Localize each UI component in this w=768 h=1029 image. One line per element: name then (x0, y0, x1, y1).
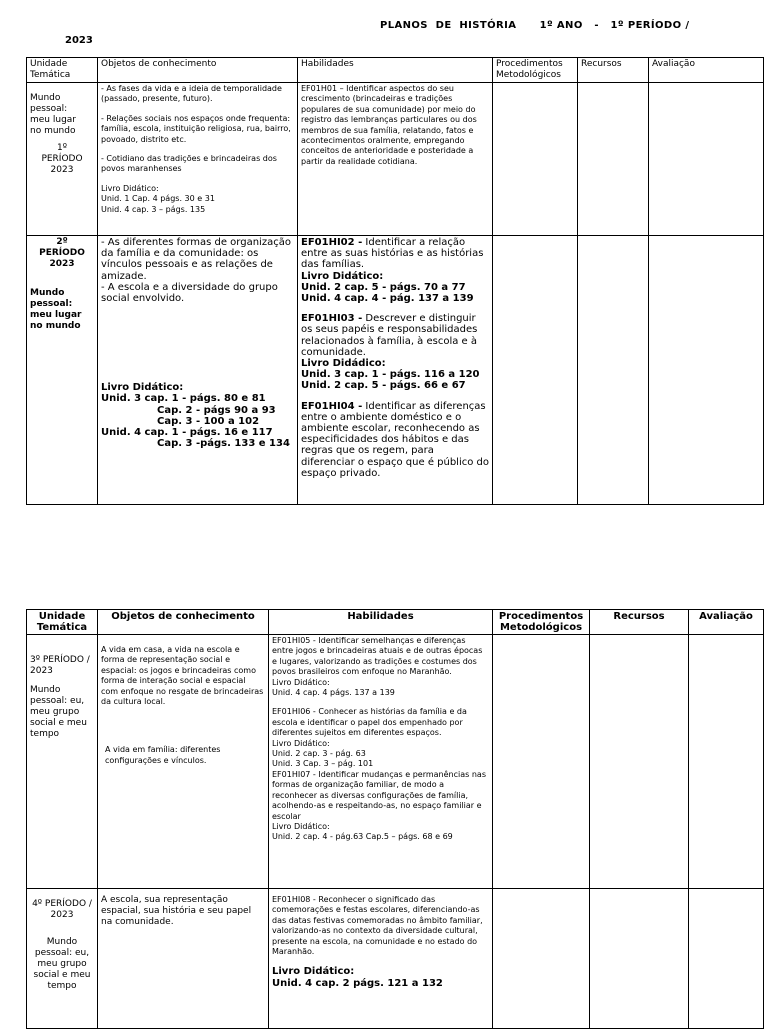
header-skills: Habilidades (269, 610, 493, 635)
skill-text: EF01HI05 - Identificar semelhanças e diferenças entre jogos e brincadeiras atuais e de outras épocas e lugares, valorizando as tradições e costumes dos povos brasileiros com enfoque no Maranhão. (272, 636, 483, 677)
unit-line: Mundo (46, 937, 78, 947)
unit-cell (27, 889, 98, 1029)
unit-line: pessoal: eu, (30, 696, 85, 706)
skill-text: EF01HI08 - Reconhecer o significado das comemorações e festas escolares, diferenciando-as das datas festivas comemoradas no âmbito familiar, valorizando-as no contexto da diversidade cultural, presente na escola, na comunidade e no estado do Maranhão. (272, 895, 483, 957)
header-unit: Unidade Temática (27, 610, 98, 635)
book-line: Unid. 4 cap. 1 - págs. 16 e 117 (101, 427, 273, 439)
header-evaluation: Avaliação (689, 610, 764, 635)
plan-table-1 (26, 57, 764, 505)
object-item: - A escola e a diversidade do grupo social envolvido. (101, 281, 278, 305)
book-label: Livro Didático: (272, 677, 330, 687)
header-skills: Habilidades (298, 58, 493, 83)
book-label: Livro Didático: (272, 966, 355, 978)
skills-cell (269, 635, 493, 889)
unit-line: pessoal: (30, 299, 73, 309)
procedures-cell (493, 635, 590, 889)
unit-line: tempo (47, 981, 77, 991)
skills-cell (298, 83, 493, 236)
header-objects: Objetos de conhecimento (98, 610, 269, 635)
resources-cell (590, 635, 689, 889)
book-line: Unid. 2 cap. 4 - pág.63 Cap.5 – págs. 68 e 69 (272, 832, 453, 842)
object-item: A vida em família: diferentes configurações e vínculos. (105, 745, 221, 765)
object-item: A escola, sua representação espacial, sua história e seu papel na comunidade. (101, 895, 252, 927)
book-line: Unid. 3 cap. 1 - págs. 80 e 81 (101, 393, 266, 405)
book-line: Unid. 1 Cap. 4 págs. 30 e 31 (101, 194, 215, 204)
header-resources: Recursos (578, 58, 649, 83)
resources-cell (578, 83, 649, 236)
unit-line: meu lugar (30, 115, 77, 125)
book-line: Cap. 3 - 100 a 102 (157, 415, 260, 427)
unit-line: social e meu (30, 718, 87, 728)
book-label: Livro Didático: (272, 821, 330, 831)
unit-line: tempo (30, 729, 60, 739)
unit-line: Mundo (30, 288, 65, 298)
unit-line: no mundo (30, 321, 81, 331)
book-line: Unid. 2 cap. 3 - pág. 63 (272, 749, 366, 759)
evaluation-cell (689, 635, 764, 889)
header-evaluation: Avaliação (649, 58, 764, 83)
resources-cell (590, 889, 689, 1029)
header-procedures: Procedimentos Metodológicos (493, 58, 578, 83)
book-label: Livro Didático: (101, 382, 184, 394)
period-number: 2º (56, 237, 68, 247)
unit-cell (27, 236, 98, 505)
book-label: Livro Didádico: (301, 358, 386, 370)
object-item: A vida em casa, a vida na escola e forma de representação social e espacial: os jogos e brincadeiras como forma de interação social e espacial com enfoque no resgate de brincadeiras da cultura local. (101, 645, 264, 707)
book-line: Unid. 3 Cap. 3 – pág. 101 (272, 759, 374, 769)
header-resources: Recursos (590, 610, 689, 635)
skill-text: Descrever e distinguir os seus papéis e responsabilidades relacionados à família, à escola e à comunidade. (301, 313, 478, 358)
object-item: - As fases da vida e a ideia de temporalidade (passado, presente, futuro). (101, 84, 282, 104)
resources-cell (578, 236, 649, 505)
header-unit: Unidade Temática (27, 58, 98, 83)
period-year: 2023 (50, 165, 74, 175)
period-label: PERÍODO (39, 248, 85, 258)
book-line: Unid. 2 cap. 5 - págs. 70 a 77 (301, 281, 466, 293)
book-line: Unid. 4 cap. 4 págs. 137 a 139 (272, 688, 395, 698)
objects-cell (98, 83, 298, 236)
unit-line: meu lugar (30, 310, 82, 320)
unit-line: Mundo (30, 93, 61, 103)
plan-table-2 (26, 609, 764, 1029)
procedures-cell (493, 83, 578, 236)
unit-line: meu grupo (37, 959, 87, 969)
book-line: Unid. 4 cap. 4 - pág. 137 a 139 (301, 293, 474, 305)
document-year: 2023 (65, 35, 93, 46)
object-item: - Cotidiano das tradições e brincadeiras dos povos maranhenses (101, 154, 277, 174)
header-procedures: Procedimentos Metodológicos (493, 610, 590, 635)
table-row (27, 83, 764, 236)
skill-code: EF01HI02 - (301, 237, 363, 248)
unit-cell (27, 83, 98, 236)
skill-text: Identificar as diferenças entre o ambiente doméstico e o ambiente escolar, reconhecendo as especificidades dos hábitos e das regras que os regem, para diferenciar o espaço que é público do espaço privado. (301, 400, 490, 479)
table-row (27, 889, 764, 1029)
object-item: - As diferentes formas de organização da família e da comunidade: os vínculos pessoais e as relações de amizade. (101, 237, 291, 282)
skill-code: EF01HI03 - (301, 313, 363, 325)
book-line: Cap. 3 -págs. 133 e 134 (157, 438, 290, 450)
evaluation-cell (689, 889, 764, 1029)
evaluation-cell (649, 236, 764, 505)
header-objects: Objetos de conhecimento (98, 58, 298, 83)
procedures-cell (493, 889, 590, 1029)
book-line: Unid. 3 cap. 1 - págs. 116 a 120 (301, 369, 480, 381)
unit-line: pessoal: (30, 104, 68, 114)
period-number: 1º (57, 143, 67, 153)
book-line: Unid. 2 cap. 5 - págs. 66 e 67 (301, 380, 466, 392)
unit-line: social e meu (33, 970, 91, 980)
skill-text: EF01HI06 - Conhecer as histórias da família e da escola e identificar o papel dos empenhado por diferentes sujeitos em diferentes espaços. (272, 707, 467, 738)
unit-line: no mundo (30, 126, 76, 136)
objects-cell (98, 635, 269, 889)
book-line: Unid. 4 cap. 3 – págs. 135 (101, 204, 206, 214)
period-label: PERÍODO (41, 154, 83, 164)
book-label: Livro Didático: (101, 183, 159, 193)
table-row (27, 236, 764, 505)
unit-cell (27, 635, 98, 889)
book-line: Cap. 2 - págs 90 a 93 (157, 404, 276, 416)
objects-cell (98, 236, 298, 505)
document-title: PLANOS DE HISTÓRIA 1º ANO - 1º PERÍODO / (380, 20, 690, 31)
book-label: Livro Didático: (301, 270, 384, 282)
unit-line: pessoal: eu, (34, 948, 90, 958)
period-label: 4º PERÍODO / 2023 (32, 899, 92, 920)
skill-text: EF01HI07 - Identificar mudanças e permanências nas formas de organização familiar, de modo a reconhecer as diversas configurações de família, acolhendo-as e respeitando-as, no espaço familiar e escolar (272, 769, 486, 821)
skill-code: EF01HI04 - (301, 400, 363, 412)
book-line: Unid. 4 cap. 2 págs. 121 a 132 (272, 977, 443, 989)
table-header-row (27, 610, 764, 635)
table-header-row (27, 58, 764, 83)
unit-line: meu grupo (30, 707, 80, 717)
evaluation-cell (649, 83, 764, 236)
skills-cell (269, 889, 493, 1029)
objects-cell (98, 889, 269, 1029)
table-row (27, 635, 764, 889)
unit-line: Mundo (30, 685, 61, 695)
book-label: Livro Didático: (272, 738, 330, 748)
skill-text: EF01H01 – Identificar aspectos do seu crescimento (brincadeiras e tradições populares de sua comunidade) por meio do registro das lembranças particulares ou dos membros de sua família, relatando, fatos e acontecimentos oralmente, empregando conceitos de anterioridade e posteridade a partir da realidade cotidiana. (301, 84, 477, 166)
skills-cell (298, 236, 493, 505)
procedures-cell (493, 236, 578, 505)
skill-text: Identificar a relação entre as suas histórias e as histórias das famílias. (301, 237, 484, 271)
period-label: 3º PERÍODO / 2023 (30, 655, 90, 676)
period-year: 2023 (49, 259, 75, 269)
object-item: - Relações sociais nos espaços onde frequenta: família, escola, instituição religiosa, rua, bairro, povoado, distrito etc. (101, 113, 291, 144)
